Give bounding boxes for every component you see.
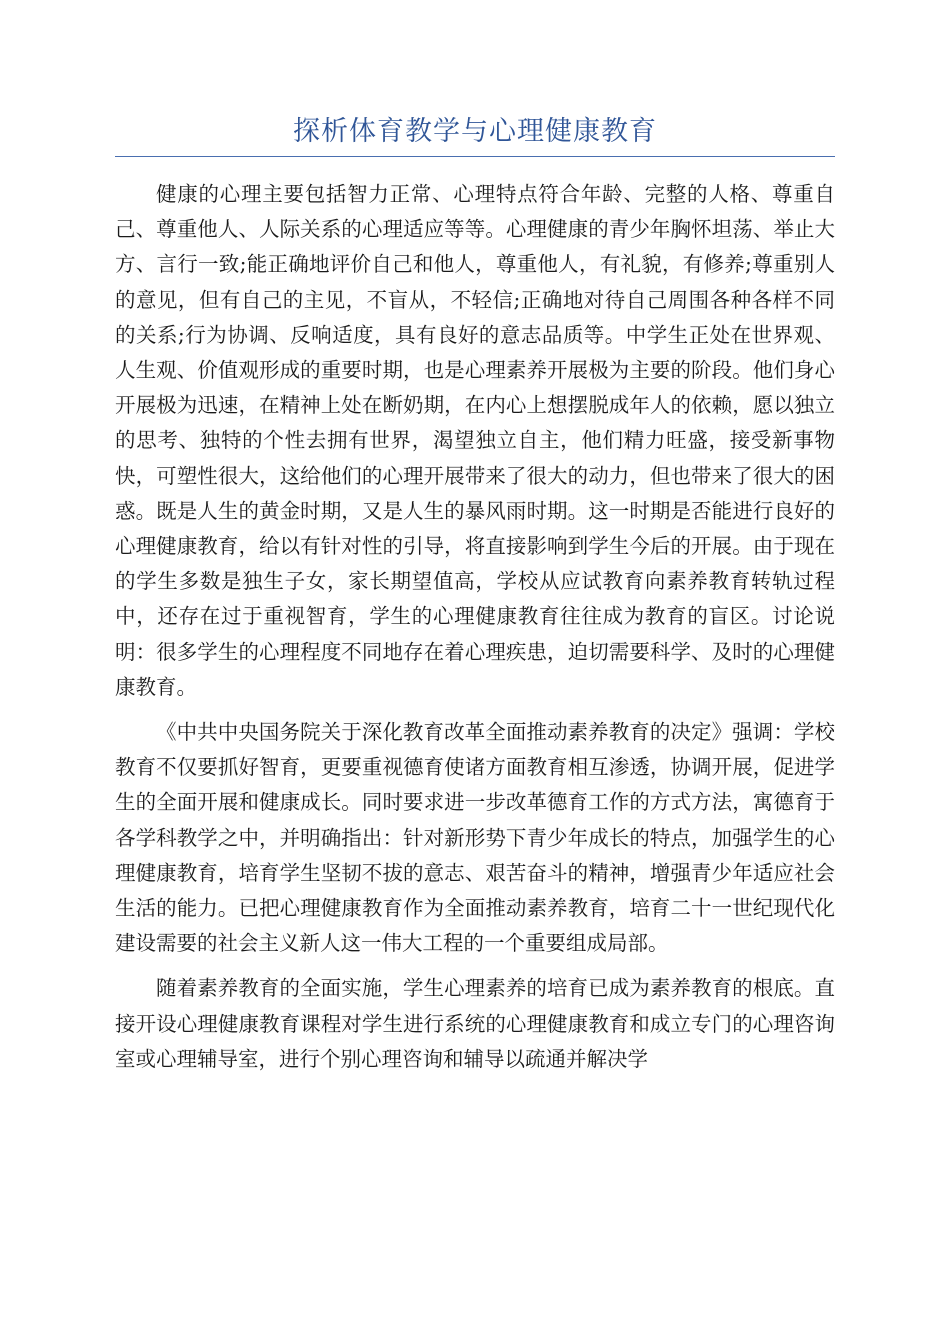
paragraph-2: 《中共中央国务院关于深化教育改革全面推动素养教育的决定》强调：学校教育不仅要抓好智育，更要重视德育使诸方面教育相互渗透，协调开展，促进学生的全面开展和健康成长。同时要求进一步改革德育工作的方式方法，寓德育于各学科教学之中，并明确指出：针对新形势下青少年成长的特点，加强学生的心理健康教育，培育学生坚韧不拔的意志、艰苦奋斗的精神，增强青少年适应社会生活的能力。已把心理健康教育作为全面推动素养教育，培育二十一世纪现代化建设需要的社会主义新人这一伟大工程的一个重要组成局部。 bbox=[115, 720, 835, 956]
paragraph-1: 健康的心理主要包括智力正常、心理特点符合年龄、完整的人格、尊重自己、尊重他人、人际关系的心理适应等等。心理健康的青少年胸怀坦荡、举止大方、言行一致;能正确地评价自己和他人，尊重他人，有礼貌，有修养;尊重别人的意见，但有自己的主见，不盲从，不轻信;正确地对待自己周围各种各样不同的关系;行为协调、反响适度，具有良好的意志品质等。中学生正处在世界观、人生观、价值观形成的重要时期，也是心理素养开展极为主要的阶段。他们身心开展极为迅速，在精神上处在断奶期，在内心上想摆脱成年人的依赖，愿以独立的思考、独特的个性去拥有世界，渴望独立自主，他们精力旺盛，接受新事物快，可塑性很大，这给他们的心理开展带来了很大的动力，但也带来了很大的困惑。既是人生的黄金时期，又是人生的暴风雨时期。这一时期是否能进行良好的心理健康教育，给以有针对性的引导，将直接影响到学生今后的开展。由于现在的学生多数是独生子女，家长期望值高，学校从应试教育向素养教育转轨过程中，还存在过于重视智育，学生的心理健康教育往往成为教育的盲区。讨论说明：很多学生的心理程度不同地存在着心理疾患，迫切需要科学、及时的心理健康教育。 bbox=[115, 182, 835, 699]
document-body bbox=[115, 177, 835, 1077]
paragraph-3: 随着素养教育的全面实施，学生心理素养的培育已成为素养教育的根底。直接开设心理健康教育课程对学生进行系统的心理健康教育和成立专门的心理咨询室或心理辅导室，进行个别心理咨询和辅导以疏通并解决学 bbox=[115, 976, 835, 1071]
document-title: 探析体育教学与心理健康教育 bbox=[115, 112, 835, 157]
document-page bbox=[115, 112, 835, 1087]
